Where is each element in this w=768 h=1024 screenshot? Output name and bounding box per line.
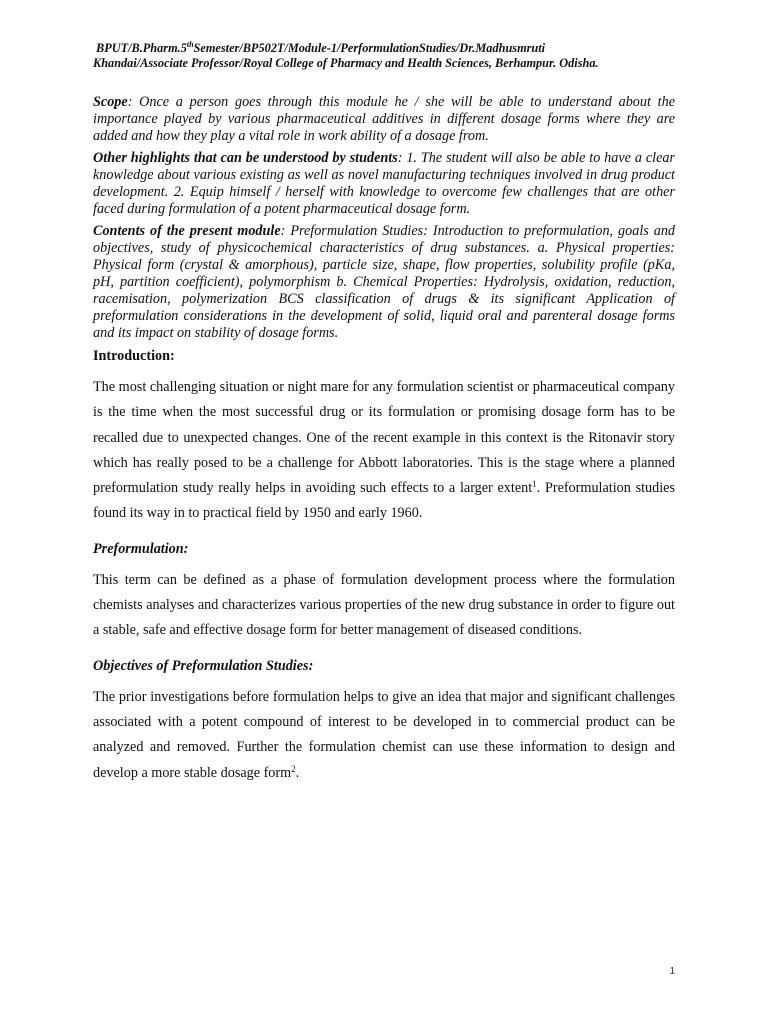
objectives-text-end: . — [295, 764, 300, 781]
preformulation-heading: Preformulation: — [93, 540, 189, 557]
highlights-text: : 1. The student will also be able to have a clear knowledge about various existing as well as novel manufacturing techniques involved in drug product development. 2. Equip himself / herself with knowledge to overcome few challenges that are other faced during formulation of a potent pharmaceutical dosage form. — [93, 150, 675, 217]
header-line-1 — [93, 41, 683, 56]
page-number: 1 — [669, 966, 675, 977]
scope-label: Scope — [93, 94, 128, 110]
objectives-paragraph — [93, 685, 675, 786]
page-header — [93, 41, 683, 71]
header-module-text: Semester/BP502T/Module-1/PerformulationStudies/Dr.Madhusmruti — [193, 41, 546, 55]
header-superscript: th — [186, 40, 194, 49]
objectives-heading: Objectives of Preformulation Studies: — [93, 657, 314, 674]
objectives-text: The prior investigations before formulation helps to give an idea that major and significant challenges associated with a potent compound of interest to be developed in to commercial product can be analyzed and removed. Further the formulation chemist can use these information to design and develop a more stable dosage form — [93, 688, 675, 781]
header-course-text: BPUT/B.Pharm.5 — [96, 41, 187, 55]
introduction-paragraph — [93, 375, 675, 527]
scope-text: : Once a person goes through this module he / she will be able to understand about the importance played by various pharmaceutical additives in different dosage forms where they are added and how they play a vital role in work ability of a dosage from. — [93, 94, 675, 144]
highlights-paragraph — [93, 150, 675, 218]
contents-text: : Preformulation Studies: Introduction to preformulation, goals and objectives, study of physicochemical characteristics of drug substances. a. Physical properties: Physical form (crystal & amorphous), particle size, shape, flow properties, solubility profile (pKa, pH, partition coefficient), polymorphism b. Chemical Properties: Hydrolysis, oxidation, reduction, racemisation, polymerization BCS classification of drugs & its significant Application of preformulation considerations in the development of solid, liquid oral and parenteral dosage forms and its impact on stability of dosage forms. — [93, 223, 676, 341]
document-body — [93, 94, 675, 786]
introduction-text-end: . Preformulation studies found its way in to practical field by 1950 and early 1960. — [93, 480, 675, 522]
contents-paragraph — [93, 223, 675, 342]
contents-label: Contents of the present module — [93, 223, 281, 239]
citation-superscript: 2 — [291, 763, 296, 774]
preformulation-paragraph: This term can be defined as a phase of formulation development process where the formulation chemists analyses and characterizes various properties of the new drug substance in order to figure out a stable, safe and effective dosage form for better management of diseased conditions. — [93, 571, 675, 639]
highlights-label: Other highlights that can be understood by students — [93, 150, 398, 166]
introduction-heading: Introduction: — [93, 348, 175, 364]
header-line-2: Khandai/Associate Professor/Royal College of Pharmacy and Health Sciences, Berhampur. Odisha. — [93, 56, 599, 70]
scope-paragraph — [93, 94, 675, 145]
introduction-text: The most challenging situation or night mare for any formulation scientist or pharmaceutical company is the time when the most successful drug or its formulation or promising dosage form has to be recalled due to unexpected changes. One of the recent example in this context is the Ritonavir story which has really posed to be a challenge for Abbott laboratories. This is the stage where a planned preformulation study really helps in avoiding such effects to a larger extent — [93, 379, 675, 497]
citation-superscript: 1 — [532, 479, 537, 490]
